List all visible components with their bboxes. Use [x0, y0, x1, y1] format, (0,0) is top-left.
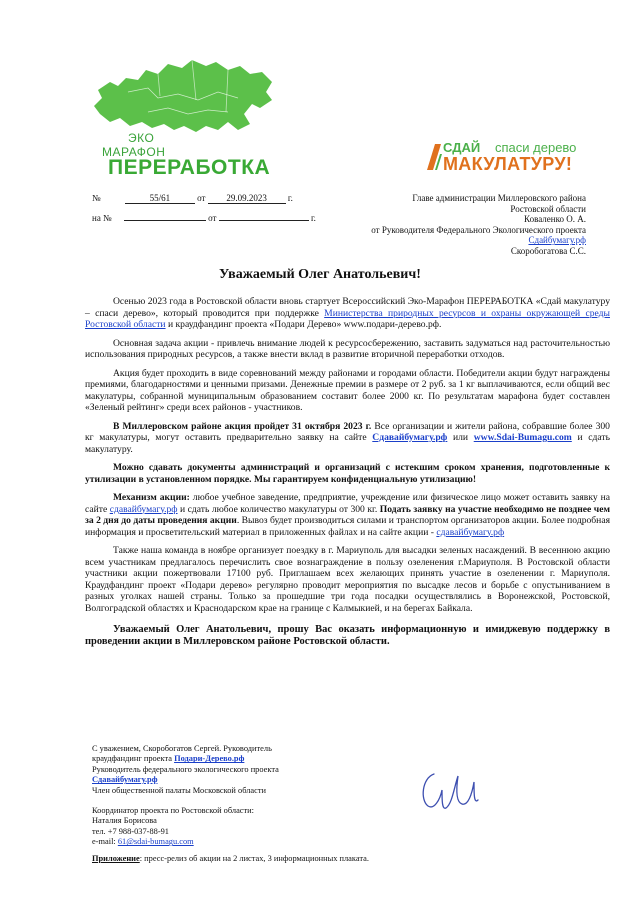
paragraph-documents: Можно сдавать документы администраций и организаций с истекшим сроком хранения, подготовленные к утилизации в установленном порядке. Мы гарантируем конфиденциальную утилизацию!	[85, 462, 610, 485]
sdavaybumagu-sign-link[interactable]: Сдавайбумагу.рф	[92, 775, 158, 785]
incoming-number-row: на № от г.	[92, 210, 316, 224]
mechanism-site-link[interactable]: сдавайбумагу.рф	[109, 503, 178, 515]
ministry-link[interactable]: Министерства природных ресурсов и охраны окружающей среды Ростовской области	[85, 307, 610, 330]
eko-word: ЭКО	[128, 131, 155, 145]
sdaibumagu-link[interactable]: Сдайбумагу.рф	[528, 235, 586, 246]
outgoing-number-row: № 55/61 от 29.09.2023 г.	[92, 193, 293, 203]
incoming-date	[219, 210, 309, 221]
makulaturu-word: МАКУЛАТУРУ!	[443, 154, 573, 174]
greeting-title: Уважаемый Олег Анатольевич!	[219, 267, 421, 282]
paragraph-goal: Основная задача акции - привлечь внимание людей к ресурсосбережению, заставить задуматься над расточительностью использования природных ресурсов, а также внести вклад в развитие вторичной переработки отходов.	[85, 337, 610, 360]
sdai-makulaturu-logo	[425, 140, 605, 180]
incoming-number	[124, 210, 206, 221]
paragraph-mariupol: Также наша команда в ноябре организует поездку в г. Мариуполь для высадки зеленых насаждений. В весеннюю акцию всем участникам предлагалось перечислить свое вознаграждение в пользу озеленения г.Мариуполя. В Ростовской области участники акции пожертвовали 17100 руб. Приглашаем всех желающих принять участие в озеленении г. Мариуполя. Краудфандинг проект «Подари дерево» регулярно проводит мероприятия по высадке лесов и борьбе с опустыниванием в разных уголках нашей страны. Только за прошедшие три года посадки осуществлялись в Воронежской, Ростовской, Волгоградской областях и Краснодарском крае на границе с Калмыкией, и на берегах Байкала.	[85, 545, 610, 614]
outgoing-date: 29.09.2023	[208, 193, 286, 204]
paragraph-intro: Осенью 2023 года в Ростовской области вновь стартует Всероссийский Эко-Марафон ПЕРЕРАБОТКА «Сдай макулатуру – спаси дерево», который проводится при поддержке Министерства природных ресурсов и охраны окружающей среды Ростовской области и краудфандинг проекта «Подари Дерево» www.подари-дерево.рф.	[85, 296, 610, 330]
russia-map-icon	[88, 52, 278, 142]
paragraph-competition: Акция будет проходить в виде соревнований между районами и городами области. Победители акции будут награждены премиями, благодарностями и ценными призами. Денежные премии в размере от 2 руб. за 1 кг выплачиваются, если общий вес макулатуры, собранной муниципальным образованием составит более 2000 кг. По результатам марафона будет составлен «Зеленый рейтинг» среди всех районов - участников.	[85, 367, 610, 413]
outgoing-number: 55/61	[125, 193, 195, 204]
handwritten-signature-icon	[412, 760, 492, 820]
pererabotka-word: ПЕРЕРАБОТКА	[108, 156, 271, 179]
sdavaybumagu-link[interactable]: Сдавайбумагу.рф	[372, 432, 448, 443]
eko-marathon-logo	[88, 52, 278, 182]
paragraph-date: В Миллеровском районе акция пройдет 31 октября 2023 г. Все организации и жители района, собравшие более 300 кг макулатуры, могут оставить предварительно заявку на сайте Сдавайбумагу.рф или www.Sdai-Bumagu.com и сдать макулатуру.	[85, 420, 610, 455]
addressee-block: Главе администрации Миллеровского района Ростовской области Коваленко О. А. от Руководителя Федерального Экологического проекта Сдайбумагу.рф Скоробогатова С.С.	[371, 193, 586, 256]
sdai-tagline: спаси дерево	[495, 140, 577, 155]
arrow-logo-icon	[425, 142, 443, 172]
email-link[interactable]: 61@sdai-bumagu.com	[117, 837, 194, 847]
letter-body	[85, 296, 610, 656]
more-info-link[interactable]: сдавайбумагу.рф	[436, 526, 505, 538]
podari-derevo-link[interactable]: Подари-Дерево.рф	[174, 754, 245, 764]
paragraph-request: Уважаемый Олег Анатольевич, прошу Вас оказать информационную и имиджевую поддержку в проведении акции в Миллеровском районе Ростовской области.	[85, 624, 610, 648]
attachment-note: Приложение: пресс-релиз об акции на 2 листах, 3 информационных плаката.	[92, 853, 369, 863]
podari-derevo-site: www.подари-дерево.рф	[343, 319, 439, 330]
sdai-bumagu-com-link[interactable]: www.Sdai-Bumagu.com	[473, 432, 572, 443]
sdai-word: СДАЙ	[443, 140, 481, 155]
marathon-word: МАРАФОН	[102, 145, 166, 159]
signature-block: С уважением, Скоробогатов Сергей. Руководитель краудфандинг проекта Подари-Дерево.рф Руководитель федерального экологического проекта Сдавайбумагу.рф Член общественной палаты Московской области Координатор проекта по Ростовской области: Наталия Борисова тел. +7 988-037-88-91 e-mail: 61@sdai-bumagu.com Приложение: пресс-релиз об акции на 2 листах, 3 информационных плаката.	[92, 744, 412, 864]
paragraph-mechanism: Механизм акции: любое учебное заведение, предприятие, учреждение или физическое лицо может оставить заявку на сайте сдавайбумагу.рф и сдать любое количество макулатуры от 300 кг. Подать заявку на участие необходимо не позднее чем за 2 дня до даты проведения акции. Вывоз будет производиться силами и транспортом организаторов акции. Более подробная информация и просветительский материал в приложенных файлах и на сайте акции - сдавайбумагу.рф	[85, 492, 610, 538]
